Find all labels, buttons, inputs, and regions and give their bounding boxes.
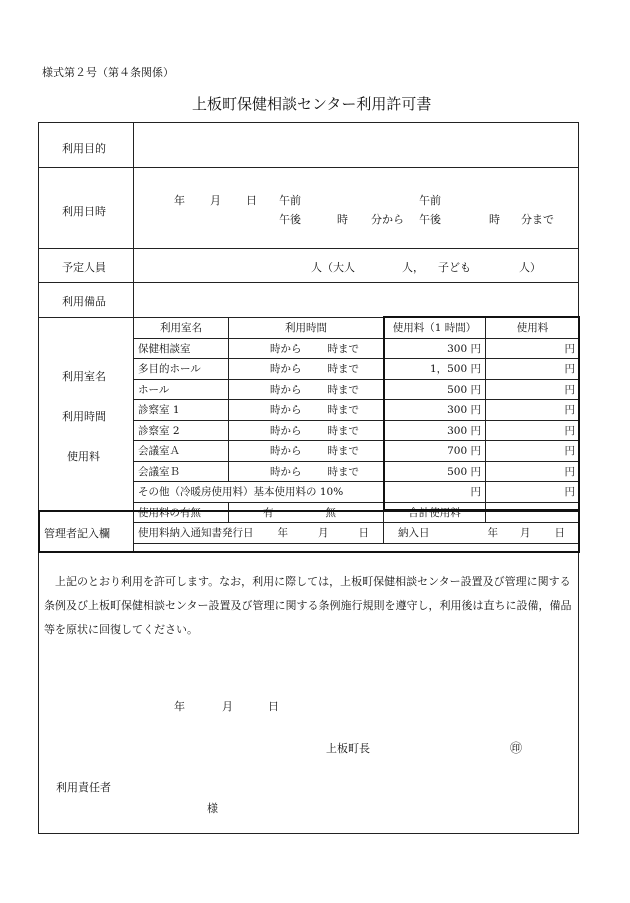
header-room: 利用室名 bbox=[134, 318, 229, 339]
datetime-day: 日 bbox=[246, 194, 257, 207]
room-name: 会議室Ｂ bbox=[134, 461, 229, 482]
room-fee[interactable]: 円 bbox=[486, 400, 580, 421]
divider bbox=[38, 317, 133, 318]
equipment-field[interactable] bbox=[133, 283, 579, 317]
seal-icon: ㊞ bbox=[510, 741, 523, 755]
room-name-label: 利用室名 bbox=[62, 370, 106, 383]
fee-presence-options[interactable] bbox=[229, 502, 384, 523]
responsible-label: 利用責任者 bbox=[56, 781, 111, 794]
room-rate: 300 円 bbox=[384, 400, 486, 421]
header-time: 利用時間 bbox=[229, 318, 384, 339]
total-fee-label: 合計使用料 bbox=[384, 502, 486, 523]
form-number: 様式第２号（第４条関係） bbox=[42, 66, 174, 79]
room-rate: 300 円 bbox=[384, 420, 486, 441]
header-fee: 使用料 bbox=[486, 318, 580, 339]
table-row bbox=[134, 461, 580, 482]
other-fee-label: その他（冷暖房使用料）基本使用料の 10% bbox=[134, 482, 384, 503]
fee-header-row bbox=[134, 318, 580, 339]
header-rate: 使用料（1 時間） bbox=[384, 318, 486, 339]
room-fee[interactable]: 円 bbox=[486, 338, 580, 359]
room-fee-label: 使用料 bbox=[67, 450, 100, 463]
datetime-am-end: 午前 bbox=[419, 194, 441, 207]
room-time[interactable]: 時から 時まで bbox=[229, 400, 384, 421]
other-fee[interactable]: 円 bbox=[486, 482, 580, 503]
room-fee[interactable]: 円 bbox=[486, 379, 580, 400]
table-row bbox=[134, 441, 580, 462]
room-rate: 300 円 bbox=[384, 338, 486, 359]
divider bbox=[38, 510, 133, 511]
room-fee[interactable]: 円 bbox=[486, 359, 580, 380]
room-rate: 500 円 bbox=[384, 379, 486, 400]
room-time[interactable]: 時から 時まで bbox=[229, 359, 384, 380]
room-fee[interactable]: 円 bbox=[486, 441, 580, 462]
room-time[interactable]: 時から 時まで bbox=[229, 338, 384, 359]
people-total: 人（大人 bbox=[311, 261, 355, 274]
datetime-min-to: 分まで bbox=[521, 213, 554, 226]
datetime-am-start: 午前 bbox=[279, 194, 301, 207]
room-fee[interactable]: 円 bbox=[486, 420, 580, 441]
manager-label: 管理者記入欄 bbox=[44, 527, 110, 540]
people-adults: 人， bbox=[402, 261, 424, 274]
room-name: 多目的ホール bbox=[134, 359, 229, 380]
purpose-label: 利用目的 bbox=[62, 142, 106, 155]
datetime-hour-end: 時 bbox=[489, 213, 500, 226]
table-row bbox=[134, 338, 580, 359]
room-rate: 500 円 bbox=[384, 461, 486, 482]
other-rate[interactable]: 円 bbox=[384, 482, 486, 503]
divider bbox=[38, 552, 579, 553]
yes-option[interactable]: 有 bbox=[263, 506, 274, 519]
page-title: 上板町保健相談センター利用許可書 bbox=[192, 95, 432, 113]
divider bbox=[38, 248, 579, 249]
datetime-pm-end: 午後 bbox=[419, 213, 441, 226]
room-fee[interactable]: 円 bbox=[486, 461, 580, 482]
permission-notice: 上記のとおり利用を許可します。なお，利用に際しては，上板町保健相談センター設置及び管理に関する条例及び上板町保健相談センター設置及び管理に関する条例施行規則を遵守し，利用後は直ちに設備，備品等を原状に回復してください。 bbox=[44, 575, 572, 636]
no-option[interactable]: 無 bbox=[325, 506, 336, 519]
sign-month: 月 bbox=[222, 700, 233, 713]
room-time[interactable]: 時から 時まで bbox=[229, 379, 384, 400]
purpose-field[interactable] bbox=[133, 122, 579, 167]
room-name: 診察室 2 bbox=[134, 420, 229, 441]
datetime-hour-start: 時 bbox=[337, 213, 348, 226]
people-end: 人） bbox=[519, 261, 541, 274]
table-row bbox=[134, 482, 580, 503]
equipment-label: 利用備品 bbox=[62, 295, 106, 308]
room-name: 診察室 1 bbox=[134, 400, 229, 421]
fee-presence-label: 使用料の有無 bbox=[134, 502, 229, 523]
sign-year: 年 bbox=[174, 700, 185, 713]
room-time[interactable]: 時から 時まで bbox=[229, 461, 384, 482]
table-row bbox=[134, 379, 580, 400]
room-time[interactable]: 時から 時まで bbox=[229, 441, 384, 462]
mayor-label: 上板町長 bbox=[326, 742, 370, 755]
people-children: 子ども bbox=[438, 261, 471, 274]
datetime-year: 年 bbox=[174, 194, 185, 207]
people-label: 予定人員 bbox=[62, 261, 106, 274]
table-row bbox=[134, 359, 580, 380]
datetime-label: 利用日時 bbox=[62, 205, 106, 218]
room-name: 保健相談室 bbox=[134, 338, 229, 359]
fee-table bbox=[133, 317, 580, 544]
manager-row-2 bbox=[134, 523, 580, 544]
payment-date[interactable]: 納入日 年 月 日 bbox=[384, 523, 580, 544]
total-fee-field[interactable] bbox=[486, 502, 580, 523]
datetime-month: 月 bbox=[210, 194, 221, 207]
room-rate: 1，500 円 bbox=[384, 359, 486, 380]
room-name: ホール bbox=[134, 379, 229, 400]
table-row bbox=[134, 400, 580, 421]
sama-label: 様 bbox=[207, 802, 218, 815]
datetime-pm-start: 午後 bbox=[279, 213, 301, 226]
divider bbox=[38, 167, 579, 168]
room-rate: 700 円 bbox=[384, 441, 486, 462]
manager-row-1 bbox=[134, 502, 580, 523]
notice-date[interactable]: 使用料納入通知書発行日 年 月 日 bbox=[134, 523, 384, 544]
room-time[interactable]: 時から 時まで bbox=[229, 420, 384, 441]
room-time-label: 利用時間 bbox=[62, 410, 106, 423]
table-row bbox=[134, 420, 580, 441]
sign-day: 日 bbox=[268, 700, 279, 713]
datetime-min-from: 分から bbox=[371, 213, 404, 226]
room-name: 会議室Ａ bbox=[134, 441, 229, 462]
